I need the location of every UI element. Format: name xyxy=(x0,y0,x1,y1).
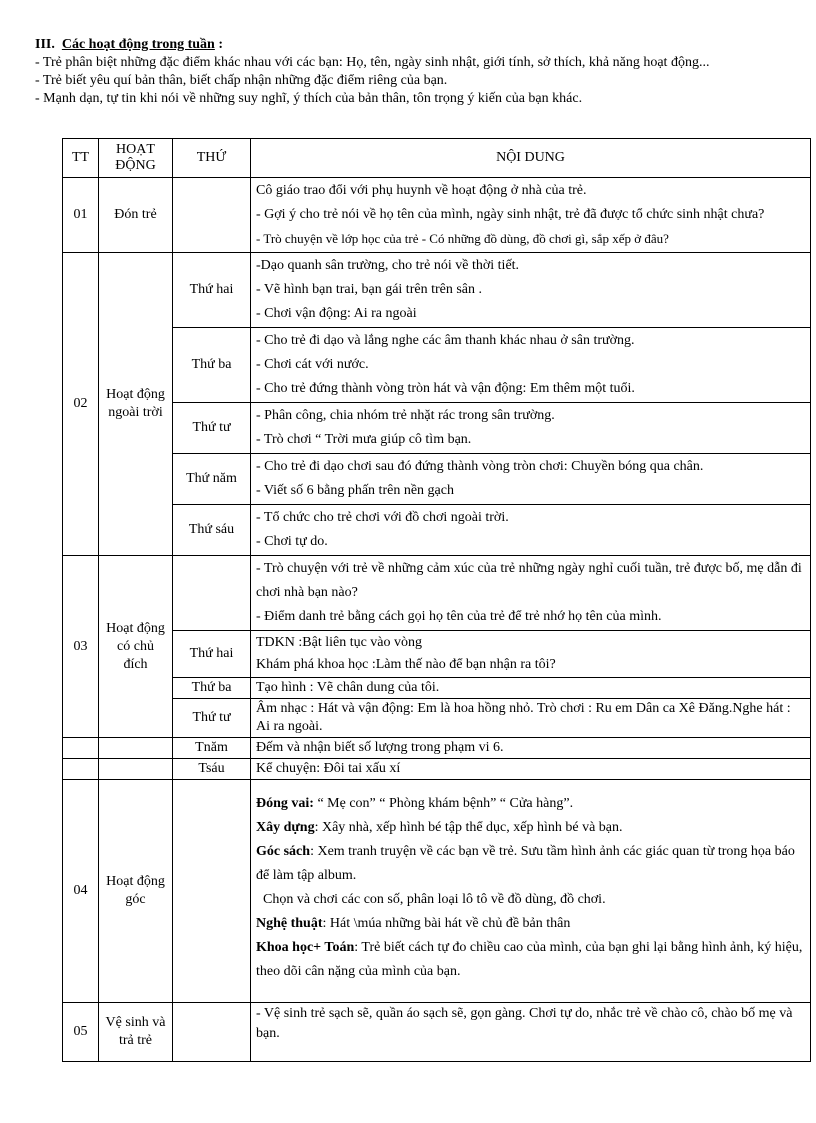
heading-number: III. xyxy=(35,37,55,52)
content-line: - Viết số 6 bằng phấn trên nền gạch xyxy=(256,483,454,498)
table-header-row xyxy=(63,139,811,178)
table-row xyxy=(63,328,811,403)
content-line: - Gợi ý cho trẻ nói về họ tên của mình, ngày sinh nhật, trẻ đã được tổ chức sinh nhật chưa? xyxy=(256,207,765,222)
content-line: Kể chuyện: Đôi tai xấu xí xyxy=(256,761,401,776)
content-line: - Cho trẻ đứng thành vòng tròn hát và vận động: Em thêm một tuổi. xyxy=(256,381,635,396)
header-content: NỘI DUNG xyxy=(251,139,811,178)
content-line: - Cho trẻ đi dạo và lắng nghe các âm thanh khác nhau ở sân trường. xyxy=(256,333,635,348)
content-cell xyxy=(251,505,811,556)
corner-item-title: Góc sách xyxy=(256,844,311,859)
corner-item-text: : Hát \múa những bài hát về chủ đề bản thân xyxy=(322,916,571,931)
corner-item xyxy=(256,888,805,912)
content-cell xyxy=(251,1003,811,1062)
content-line: Cô giáo trao đổi với phụ huynh về hoạt động ở nhà của trẻ. xyxy=(256,183,587,198)
content-line: - Vẽ hình bạn trai, bạn gái trên trên sân . xyxy=(256,282,483,297)
heading-title: Các hoạt động trong tuần xyxy=(61,37,215,52)
table-row xyxy=(63,505,811,556)
header-day: THỨ xyxy=(173,139,251,178)
activity-name xyxy=(99,738,173,759)
content-line: - Chơi tự do. xyxy=(256,534,328,549)
activity-name: Hoạt động ngoài trời xyxy=(99,253,173,556)
table-row xyxy=(63,780,811,1003)
content-line: - Điểm danh trẻ bằng cách gọi họ tên của trẻ để trẻ nhớ họ tên của mình. xyxy=(256,609,662,624)
corner-item xyxy=(256,816,805,840)
day-cell xyxy=(173,780,251,1003)
row-number: 05 xyxy=(63,1003,99,1062)
corner-item xyxy=(256,912,805,936)
content-cell xyxy=(251,678,811,699)
content-cell xyxy=(251,328,811,403)
corner-item-title: Nghệ thuật xyxy=(256,916,323,931)
corner-item xyxy=(256,792,805,816)
table-row xyxy=(63,678,811,699)
content-line: - Chơi cát với nước. xyxy=(256,357,369,372)
table-row xyxy=(63,454,811,505)
row-number: 03 xyxy=(63,556,99,738)
content-line: - Vệ sinh trẻ sạch sẽ, quần áo sạch sẽ, gọn gàng. Chơi tự do, nhắc trẻ về chào cô, chào bố mẹ và bạn. xyxy=(256,1006,793,1041)
activity-name: Hoạt động có chủ đích xyxy=(99,556,173,738)
corner-item-text: “ Mẹ con” “ Phòng khám bệnh” “ Cửa hàng”. xyxy=(313,796,574,811)
row-number xyxy=(63,738,99,759)
content-line: - Trò chơi “ Trời mưa giúp cô tìm bạn. xyxy=(256,432,472,447)
content-cell xyxy=(251,780,811,1003)
table-row xyxy=(63,699,811,738)
activity-name: Vệ sinh và trả trẻ xyxy=(99,1003,173,1062)
section-heading xyxy=(35,36,795,54)
activity-name: Hoạt động góc xyxy=(99,780,173,1003)
day-cell: Thứ ba xyxy=(173,328,251,403)
day-cell xyxy=(173,1003,251,1062)
activity-name: Đón trẻ xyxy=(99,178,173,253)
day-cell: Thứ sáu xyxy=(173,505,251,556)
content-line: Tạo hình : Vẽ chân dung của tôi. xyxy=(256,680,440,695)
content-line: TDKN :Bật liên tục vào vòng xyxy=(256,635,423,650)
content-cell xyxy=(251,403,811,454)
table-row xyxy=(63,403,811,454)
content-line: Khám phá khoa học :Làm thế nào để bạn nhận ra tôi? xyxy=(256,657,556,672)
row-number xyxy=(63,759,99,780)
table-row xyxy=(63,1003,811,1062)
intro-line: - Trẻ phân biệt những đặc điểm khác nhau với các bạn: Họ, tên, ngày sinh nhật, giới tính, sở thích, khả năng hoạt động... xyxy=(35,55,710,70)
heading-colon: : xyxy=(214,37,224,52)
table-row xyxy=(63,759,811,780)
content-line: - Cho trẻ đi dạo chơi sau đó đứng thành vòng tròn chơi: Chuyền bóng qua chân. xyxy=(256,459,704,474)
content-line: - Trò chuyện về lớp học của trẻ - Có những đồ dùng, đồ chơi gì, sắp xếp ở đâu? xyxy=(256,231,669,246)
day-cell: Tnăm xyxy=(173,738,251,759)
table-row xyxy=(63,178,811,253)
row-number: 02 xyxy=(63,253,99,556)
content-cell xyxy=(251,556,811,631)
day-cell: Thứ hai xyxy=(173,253,251,328)
corner-item-text: : Xem tranh truyện về các bạn về trẻ. Sưu tầm hình ảnh các giác quan từ trong họa báo để làm tập album. xyxy=(256,844,795,883)
day-cell: Thứ tư xyxy=(173,699,251,738)
activity-name xyxy=(99,759,173,780)
weekly-schedule-table xyxy=(62,138,811,1062)
header-tt: TT xyxy=(63,139,99,178)
corner-item xyxy=(256,936,805,984)
content-cell xyxy=(251,253,811,328)
row-number: 04 xyxy=(63,780,99,1003)
day-cell xyxy=(173,178,251,253)
corner-item-title: Khoa học+ Toán xyxy=(256,940,355,955)
content-cell xyxy=(251,178,811,253)
content-cell xyxy=(251,699,811,738)
day-cell: Thứ ba xyxy=(173,678,251,699)
corner-item xyxy=(256,840,805,888)
content-line: Đếm và nhận biết số lượng trong phạm vi 6. xyxy=(256,740,504,755)
content-line: - Chơi vận động: Ai ra ngoài xyxy=(256,306,417,321)
content-line: - Tổ chức cho trẻ chơi với đồ chơi ngoài trời. xyxy=(256,510,509,525)
day-cell: Thứ tư xyxy=(173,403,251,454)
corner-item-title: Đóng vai: xyxy=(256,796,314,811)
content-line: - Trò chuyện với trẻ về những cảm xúc của trẻ những ngày nghỉ cuối tuần, trẻ được bố, mẹ dẫn đi chơi nhà bạn nào? xyxy=(256,561,802,600)
corner-item-text: Chọn và chơi các con số, phân loại lô tô về đồ dùng, đồ chơi. xyxy=(256,892,606,907)
table-row xyxy=(63,738,811,759)
day-cell: Thứ năm xyxy=(173,454,251,505)
content-cell xyxy=(251,454,811,505)
corner-item-title: Xây dựng xyxy=(256,820,315,835)
content-cell xyxy=(251,738,811,759)
table-row xyxy=(63,253,811,328)
corner-item-text: : Trẻ biết cách tự đo chiều cao của mình, của bạn ghi lại bằng hình ảnh, ký hiệu, theo dõi cân nặng của mình của bạn. xyxy=(256,940,803,979)
day-cell: Tsáu xyxy=(173,759,251,780)
content-line: Âm nhạc : Hát và vận động: Em là hoa hồng nhỏ. Trò chơi : Ru em Dân ca Xê Đăng.Nghe hát : Ai ra ngoài. xyxy=(256,701,791,734)
intro-section xyxy=(35,36,795,108)
content-line: - Phân công, chia nhóm trẻ nhặt rác trong sân trường. xyxy=(256,408,555,423)
content-cell xyxy=(251,631,811,678)
day-cell: Thứ hai xyxy=(173,631,251,678)
header-activity: HOẠT ĐỘNG xyxy=(99,139,173,178)
row-number: 01 xyxy=(63,178,99,253)
table-row xyxy=(63,631,811,678)
table-row xyxy=(63,556,811,631)
corner-item-text: : Xây nhà, xếp hình bé tập thể dục, xếp hình bé và bạn. xyxy=(314,820,623,835)
intro-line: - Mạnh dạn, tự tin khi nói về những suy nghĩ, ý thích của bản thân, tôn trọng ý kiến của bạn khác. xyxy=(35,91,583,106)
content-cell xyxy=(251,759,811,780)
intro-line: - Trẻ biết yêu quí bản thân, biết chấp nhận những đặc điểm riêng của bạn. xyxy=(35,73,448,88)
content-line: -Dạo quanh sân trường, cho trẻ nói về thời tiết. xyxy=(256,258,520,273)
day-cell xyxy=(173,556,251,631)
